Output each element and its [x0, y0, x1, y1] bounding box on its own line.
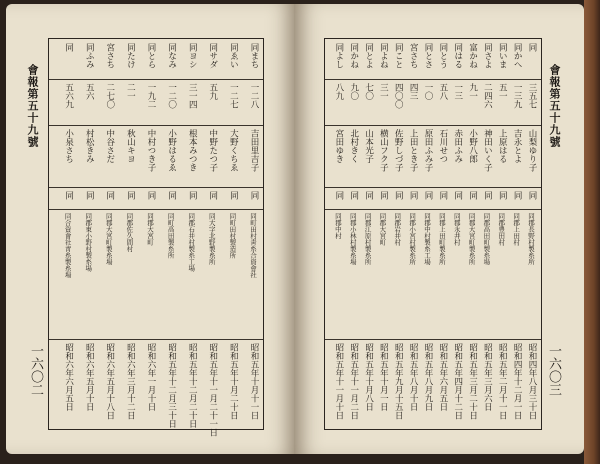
- table-cell: 同さよ: [482, 43, 493, 69]
- table-cell: 三一: [378, 83, 389, 100]
- table-cell: 九〇: [348, 83, 359, 100]
- table-cell: 同とさ: [423, 43, 433, 69]
- table-cell: 二一: [125, 83, 136, 100]
- table-cell: 同: [393, 191, 404, 200]
- table-cell: 昭和六年一月十日: [146, 343, 156, 411]
- table-cell: 同いま: [497, 43, 508, 69]
- table-cell: 同: [333, 191, 344, 200]
- page-number: 一六〇三: [546, 344, 561, 396]
- table-cell: 吉田里吉子: [249, 129, 259, 172]
- table-cell: 同: [146, 191, 156, 200]
- table-cell: 同郡豊田村: [497, 213, 506, 246]
- table-cell: 三一四: [187, 83, 198, 109]
- table-cell: 昭和五年八月九日: [423, 343, 433, 411]
- table-cell: 昭和六年六月五日: [63, 343, 74, 411]
- table-cell: 同まち: [249, 43, 259, 69]
- table-cell: 五八: [437, 83, 448, 100]
- table-cell: 同よし: [333, 43, 344, 69]
- table-cell: 山梨ゆり子: [527, 129, 537, 172]
- table-cell: 同郡大宮町製糸場: [104, 213, 113, 265]
- table-cell: 同郡石井村製糸工場: [187, 213, 196, 272]
- table-cell: 一三九: [512, 83, 523, 109]
- table-cell: 五九: [207, 83, 218, 100]
- table-cell: 同: [63, 191, 74, 200]
- table-cell: 四〇〇: [393, 83, 404, 109]
- table-cell: 同: [166, 191, 177, 200]
- table-cell: 七〇: [363, 83, 374, 100]
- table-cell: 同: [512, 191, 523, 200]
- table-cell: 宮さち: [408, 43, 419, 69]
- table-cell: 同郡中村製糸工場: [423, 213, 431, 265]
- table-cell: 昭和五年十月八日: [363, 343, 374, 411]
- table-cell: 同郡上田村: [512, 213, 521, 246]
- table-cell: 昭和五年十月二十日: [228, 343, 239, 420]
- book-edge: [584, 0, 600, 464]
- table-cell: 小野はるゑ: [166, 129, 177, 172]
- table-cell: 同: [482, 191, 493, 200]
- table-cell: 北村きく: [348, 129, 359, 163]
- table-cell: 同サダ: [207, 43, 218, 69]
- table-cell: 五六九: [63, 83, 74, 109]
- table-cell: 同大字北野製糸所: [207, 213, 216, 265]
- table-cell: 昭和五年十月十一日: [249, 343, 259, 420]
- table-cell: 中野たつ子: [207, 129, 218, 172]
- table-cell: 同: [452, 191, 463, 200]
- table-cell: 二七〇: [104, 83, 115, 109]
- table-cell: 同郡長野村製糸所: [527, 213, 535, 265]
- table-cell: 上原はる: [497, 129, 508, 163]
- table-cell: 一二〇: [166, 83, 177, 109]
- table-cell: 神田いく子: [482, 129, 493, 172]
- table-cell: 佐野しづ子: [393, 129, 404, 172]
- table-cell: 同: [187, 191, 198, 200]
- table-cell: 村松きみ: [84, 129, 95, 163]
- table-cell: 同とよ: [363, 43, 374, 69]
- table-cell: 一二七: [228, 83, 239, 109]
- page-number: 一六〇二: [28, 344, 43, 396]
- table-cell: 同郡永井村: [452, 213, 461, 246]
- table-cell: 同合資會社靑糸製糸場: [63, 213, 72, 278]
- table-cell: 一九二: [146, 83, 156, 109]
- table-cell: 昭和六年五月十日: [84, 343, 95, 411]
- table-cell: 中谷さだ: [104, 129, 115, 163]
- right-page: [294, 4, 584, 454]
- table-cell: 昭和五年十月一日: [378, 343, 389, 411]
- table-frame: [48, 38, 264, 437]
- table-cell: 昭和五年十一月二十一日: [207, 343, 218, 437]
- table-cell: 一〇: [423, 83, 433, 100]
- table-cell: 根本みつき: [187, 129, 198, 172]
- table-cell: 同: [408, 191, 419, 200]
- table-cell: 宮田ゆき: [333, 129, 344, 163]
- table-cell: 一三: [452, 83, 463, 100]
- table-cell: 同かへ: [512, 43, 523, 69]
- table-cell: 同: [467, 191, 478, 200]
- table-cell: 同はる: [452, 43, 463, 69]
- table-cell: 同こと: [393, 43, 404, 69]
- table-cell: 同: [437, 191, 448, 200]
- table-cell: 同町高田製糸所: [166, 213, 175, 259]
- table-cell: 四三: [408, 83, 419, 100]
- table-cell: 小野八郎: [467, 129, 478, 163]
- table-cell: 同とう: [437, 43, 448, 69]
- table-cell: 昭和五年六月五日: [437, 343, 448, 411]
- table-cell: 同: [63, 43, 74, 52]
- table-cell: 同郡小林村製糸場: [348, 213, 357, 265]
- table-cell: 同郡上田町製糸所: [437, 213, 446, 265]
- table-cell: 同郡岩井村: [393, 213, 402, 246]
- table-cell: 同: [378, 191, 389, 200]
- table-cell: 小泉さち: [63, 129, 74, 163]
- table-cell: 同: [423, 191, 433, 200]
- page-header: 會報第五十九號: [548, 64, 561, 148]
- left-page: [6, 4, 296, 454]
- table-cell: 一二八: [249, 83, 259, 109]
- table-cell: 同ふみ: [84, 43, 95, 69]
- table-cell: 吉永とよ: [512, 129, 523, 163]
- table-cell: 昭和五年九月十五日: [393, 343, 404, 420]
- table-cell: 同ゑい: [228, 43, 239, 69]
- table-cell: 同町田村製造所: [228, 213, 237, 259]
- table-cell: 同郡大宮町: [146, 213, 154, 246]
- table-cell: 同郡大宮町: [378, 213, 387, 246]
- table-cell: 同: [84, 191, 95, 200]
- table-cell: 三五七: [527, 83, 537, 109]
- table-cell: 昭和五年三月二十日: [467, 343, 478, 420]
- table-cell: 昭和六年三月十二日: [125, 343, 136, 420]
- table-cell: 中村つき子: [146, 129, 156, 172]
- table-cell: 横山フク子: [378, 129, 389, 172]
- table-cell: 昭和五年三月六日: [482, 343, 493, 411]
- table-frame: [324, 38, 542, 430]
- table-cell: 同: [207, 191, 218, 200]
- table-cell: 昭和五年十二月三十日: [166, 343, 177, 428]
- table-cell: 八九: [333, 83, 344, 100]
- table-cell: 同町田村靑糸合資會社: [249, 213, 257, 278]
- table-cell: 原田ふみ子: [423, 129, 433, 172]
- table-cell: 同郡小宮村製糸所: [408, 213, 417, 265]
- table-cell: 同: [125, 191, 136, 200]
- table-cell: 同郡大宮町製糸所: [467, 213, 476, 265]
- table-cell: 昭和五年二月十一日: [497, 343, 508, 420]
- table-cell: 九一: [467, 83, 478, 100]
- table-cell: 同よね: [378, 43, 389, 69]
- table-cell: 同ヨシ: [187, 43, 198, 69]
- table-cell: 昭和五年十一月十日: [333, 343, 344, 420]
- table-cell: 秋山キヨ: [125, 129, 136, 163]
- table-cell: 昭和六年五月十八日: [104, 343, 115, 420]
- table-cell: 同郡江原村製糸所: [363, 213, 372, 265]
- table-cell: 同とら: [146, 43, 156, 69]
- table-cell: 同郡高田町製糸場: [482, 213, 491, 265]
- table-cell: 同: [348, 191, 359, 200]
- table-cell: 富かね: [467, 43, 478, 69]
- table-cell: 山本光子: [363, 129, 374, 163]
- table-cell: 同郡中村: [333, 213, 342, 239]
- table-cell: 昭和五年十一月二日: [348, 343, 359, 420]
- table-cell: 同: [497, 191, 508, 200]
- table-cell: 同郡東小野村製糸場: [84, 213, 93, 272]
- table-cell: 同なみ: [166, 43, 177, 69]
- table-cell: 同: [527, 43, 537, 52]
- table-cell: 昭和四年十二月一日: [512, 343, 523, 420]
- table-cell: 同: [249, 191, 259, 200]
- table-cell: 赤田ふみ: [452, 129, 463, 163]
- table-cell: 五一: [497, 83, 508, 100]
- table-cell: 同: [104, 191, 115, 200]
- table-cell: 昭和五年十二月二十日: [187, 343, 198, 428]
- table-cell: 同: [228, 191, 239, 200]
- table-cell: 同郡佐久間村: [125, 213, 134, 252]
- table-cell: 五六: [84, 83, 95, 100]
- table-cell: 昭和五年四月十二日: [452, 343, 463, 420]
- table-cell: 同かね: [348, 43, 359, 69]
- table-cell: 大野くちゑ: [228, 129, 239, 172]
- table-cell: 同: [363, 191, 374, 200]
- table-cell: 二四六: [482, 83, 493, 109]
- table-cell: 宮さち: [104, 43, 115, 69]
- table-cell: 昭和五年八月十日: [408, 343, 419, 411]
- table-cell: 石川せつ: [437, 129, 448, 163]
- table-cell: 上田とき子: [408, 129, 419, 172]
- page-header: 會報第五十九號: [26, 64, 39, 148]
- table-cell: 昭和四年八月三十日: [527, 343, 537, 420]
- table-cell: 同たけ: [125, 43, 136, 69]
- table-cell: 同: [527, 191, 537, 200]
